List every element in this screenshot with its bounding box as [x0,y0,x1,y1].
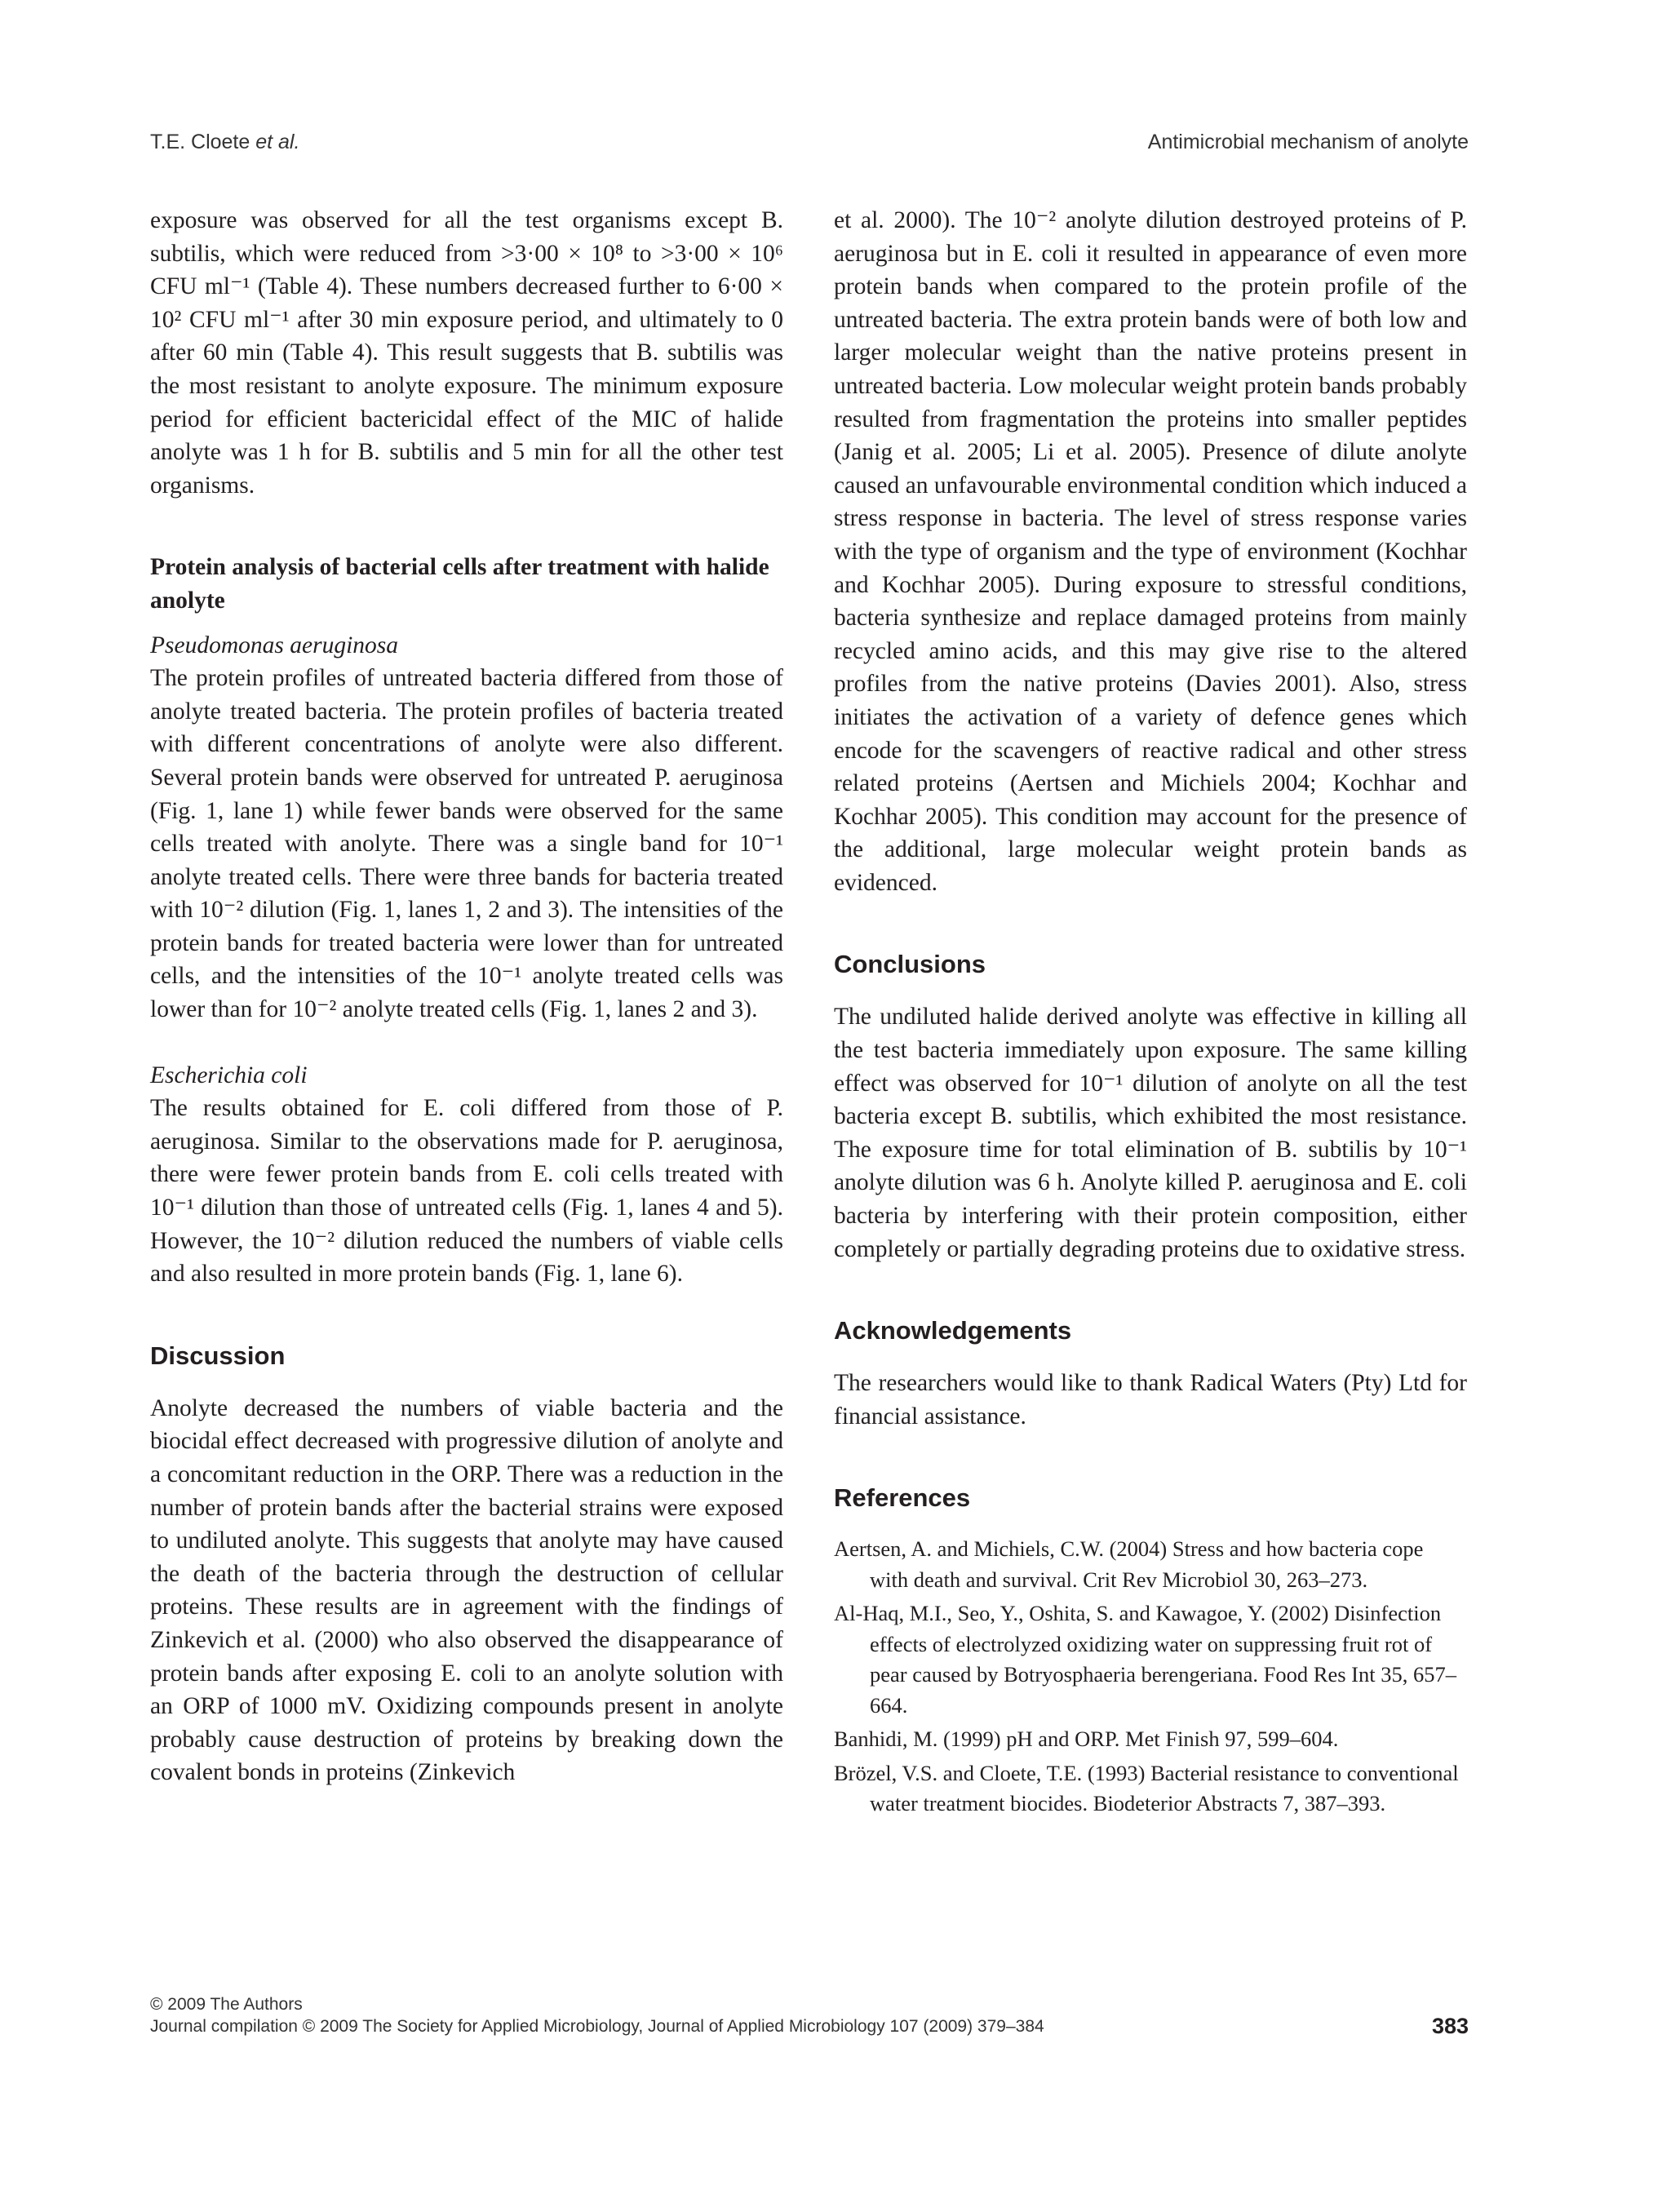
ecoli-paragraph: The results obtained for E. coli differed from those of P. aeruginosa. Similar to the observations made for P. aeruginosa, there were fewer protein bands from E. coli cells treated with 10⁻¹ dilution than those of untreated cells (Fig. 1, lanes 4 and 5). However, the 10⁻² dilution reduced the numbers of viable cells and also resulted in more protein bands (Fig. 1, lane 6). [150,1095,783,1288]
reference-item: Aertsen, A. and Michiels, C.W. (2004) Stress and how bacteria cope with death and survival. Crit Rev Microbiol 30, 263–273. [834,1536,1424,1592]
reference-item: Al-Haq, M.I., Seo, Y., Oshita, S. and Kawagoe, Y. (2002) Disinfection effects of electrolyzed oxidizing water on suppressing fruit rot of pear caused by Botryosphaeria berengeriana. Food Res Int 35, 657–664. [834,1601,1456,1718]
pseudomonas-subheading: Pseudomonas aeruginosa [150,632,399,658]
acknowledgements-paragraph: The researchers would like to thank Radical Waters (Pty) Ltd for financial assistance. [834,1370,1467,1430]
discussion-heading: Discussion [150,1341,286,1370]
references-heading: References [834,1483,971,1513]
discussion-paragraph: Anolyte decreased the numbers of viable bacteria and the biocidal effect decreased with progressive dilution of anolyte and a concomitant reduction in the ORP. There was a reduction in the number of protein bands after the bacterial strains were exposed to undiluted anolyte. This suggests that anolyte may have caused the death of the bacteria through the destruction of cellular proteins. These results are in agreement with the findings of Zinkevich et al. (2000) who also observed the disappearance of protein bands after exposing E. coli to an anolyte solution with an ORP of 1000 mV. Oxidizing compounds present in anolyte probably cause destruction of proteins by breaking down the covalent bonds in proteins (Zinkevich [150,1394,783,1786]
conclusions-paragraph: The undiluted halide derived anolyte was effective in killing all the test bacteria immediately upon exposure. The same killing effect was observed for 10⁻¹ dilution of anolyte on all the test bacteria except B. subtilis, which exhibited the most resistance. The exposure time for total elimination of B. subtilis by 10⁻¹ anolyte dilution was 6 h. Anolyte killed P. aeruginosa and E. coli bacteria by interfering with their protein composition, either completely or partially degrading proteins due to oxidative stress. [834,1004,1467,1262]
protein-analysis-heading: Protein analysis of bacterial cells after treatment with halide anolyte [150,554,769,614]
right-column [834,204,1467,1823]
author-name: T.E. Cloete [150,131,250,153]
reference-item: Banhidi, M. (1999) pH and ORP. Met Finish 97, 599–604. [834,1727,1339,1752]
page-footer [150,1993,1469,2037]
running-head-authors [150,131,299,154]
results-continued-paragraph: exposure was observed for all the test organisms except B. subtilis, which were reduced from >3·00 × 10⁸ to >3·00 × 10⁶ CFU ml⁻¹ (Table 4). These numbers decreased further to 6·00 × 10² CFU ml⁻¹ after 30 min exposure period, and ultimately to 0 after 60 min (Table 4). This result suggests that B. subtilis was the most resistant to anolyte exposure. The minimum exposure period for efficient bactericidal effect of the MIC of halide anolyte was 1 h for B. subtilis and 5 min for all the other test organisms. [150,207,783,499]
reference-item: Brözel, V.S. and Cloete, T.E. (1993) Bacterial resistance to conventional water treatment biocides. Biodeterior Abstracts 7, 387–393. [834,1760,1459,1816]
reference-list [834,1534,1467,1820]
journal-compilation-line: Journal compilation © 2009 The Society for Applied Microbiology, Journal of Applied Microbiology 107 (2009) 379–384 [150,2017,1044,2036]
acknowledgements-heading: Acknowledgements [834,1316,1072,1345]
page-number: 383 [1431,2014,1469,2038]
ecoli-subheading: Escherichia coli [150,1062,308,1088]
copyright-line: © 2009 The Authors [150,1995,303,2014]
running-head-title: Antimicrobial mechanism of anolyte [1147,131,1469,153]
author-etal: et al. [255,131,300,153]
left-column [150,204,783,1789]
conclusions-heading: Conclusions [834,950,986,979]
pseudomonas-paragraph: The protein profiles of untreated bacteria differed from those of anolyte treated bacteria. The protein profiles of bacteria treated with different concentrations of anolyte were also different. Several protein bands were observed for untreated P. aeruginosa (Fig. 1, lane 1) while fewer bands were observed for the same cells treated with anolyte. There was a single band for 10⁻¹ anolyte treated cells. There were three bands for bacteria treated with 10⁻² dilution (Fig. 1, lanes 1, 2 and 3). The intensities of the protein bands for treated bacteria were lower than for untreated cells, and the intensities of the 10⁻¹ anolyte treated cells was lower than for 10⁻² anolyte treated cells (Fig. 1, lanes 2 and 3). [150,665,783,1023]
discussion-continued-paragraph: et al. 2000). The 10⁻² anolyte dilution destroyed proteins of P. aeruginosa but in E. coli it resulted in appearance of even more protein bands when compared to the protein profile of the untreated bacteria. The extra protein bands were of both low and larger molecular weight than the native proteins present in untreated bacteria. Low molecular weight protein bands probably resulted from fragmentation the proteins into smaller peptides (Janig et al. 2005; Li et al. 2005). Presence of dilute anolyte caused an unfavourable environmental condition which induced a stress response in bacteria. The level of stress response varies with the type of organism and the type of environment (Kochhar and Kochhar 2005). During exposure to stressful conditions, bacteria synthesize and replace damaged proteins from mainly recycled amino acids, and this may give rise to the altered profiles from the native proteins (Davies 2001). Also, stress initiates the activation of a variety of defence genes which encode for the scavengers of reactive radical and other stress related proteins (Aertsen and Michiels 2004; Kochhar and Kochhar 2005). This condition may account for the presence of the additional, large molecular weight protein bands as evidenced. [834,207,1467,896]
